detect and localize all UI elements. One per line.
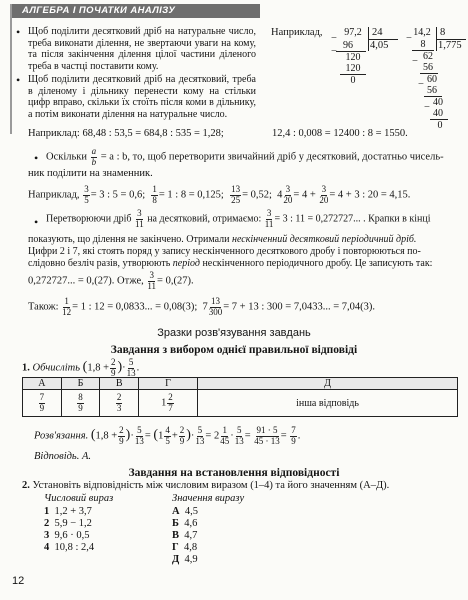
division-step: 40: [433, 97, 443, 108]
task-1: 1. Обчисліть (1,8 + $\frac{2}{9}$ )· $\frac{5}{13}$ .: [22, 357, 140, 378]
division-step: 0: [350, 75, 356, 86]
quotient: 4,05: [370, 40, 389, 51]
choice-c: $\frac{2}{3}$: [100, 390, 139, 417]
answer-choices-table: [22, 377, 458, 417]
expression-list: [44, 506, 94, 554]
choice-e: інша відповідь: [198, 390, 458, 417]
list-item: Г 4,8: [172, 542, 198, 553]
list-item: 2 5,9 − 1,2: [44, 518, 92, 529]
minus-sign: −: [406, 33, 412, 44]
division-step: 62: [423, 51, 433, 62]
dividend: 14,2: [413, 27, 431, 38]
subsection-matching: Завдання на встановлення відповідності: [128, 467, 340, 479]
minus-sign: −: [331, 33, 337, 44]
list-item: 3 9,6 · 0,5: [44, 530, 90, 541]
bullet: •: [16, 73, 21, 87]
list-item: Д 4,9: [172, 554, 198, 565]
division-step: 8: [420, 39, 426, 50]
solution: Розв'язання. (1,8 + $\frac{2}{9}$ )· $\frac{5}{13}$ = (1 $\frac{4}{5}$ + $\frac{2}{9}$ )· $\frac{5}{13}$ = 2 $\frac{1}{45}$ · $\frac{5}{13}$ = $\frac{91 \cdot 5}{45 \cdot 13}$ = $\frac{7}{9}$ .: [34, 425, 301, 446]
choice-header: В: [100, 378, 139, 390]
subsection-single-choice: Завдання з вибором однієї правильної відповіді: [110, 344, 358, 356]
conversion-examples: Наприклад, $\frac{3}{5}$ = 3 : 5 = 0,6; $\frac{1}{8}$ = 1 : 8 = 0,125; $\frac{13}{25}$ = 0,52; 4 $\frac{3}{20}$ = 4 + $\frac{3}{20}$ = 4 + 3 : 20 = 4,15.: [28, 184, 411, 205]
left-margin-rule: [10, 4, 12, 134]
list-item: А 4,5: [172, 506, 198, 517]
divisor: 8: [440, 27, 446, 38]
column-head-expression: Числовий вираз: [44, 493, 114, 504]
periodic-intro: Перетворюючи дріб $\frac{3}{11}$ на десятковий, отримаємо: $\frac{3}{11}$ = 3 : 11 = 0,272727... . Крапки в кінці: [46, 208, 431, 229]
divisor: 24: [372, 27, 383, 38]
bullet: •: [34, 215, 39, 229]
periodic-line3: Цифри 2 і 7, які стоять поряд у запису нескінченного десяткового дробу і повторюються по-: [28, 246, 421, 257]
minus-sign: −: [418, 79, 424, 90]
list-item: 1 1,2 + 3,7: [44, 506, 92, 517]
list-item: В 4,7: [172, 530, 198, 541]
periodic-line4: слідовно безліч разів, утворюють період нескінченного періодичного дробу. Це записують так:: [28, 258, 433, 269]
minus-sign: −: [424, 102, 430, 113]
division-step: 40: [433, 108, 443, 119]
example-label: Наприклад,: [271, 27, 323, 38]
division-step: 0: [437, 120, 443, 131]
periodic-line2: показують, що ділення не закінчено. Отримали нескінченний десятковий періодичний дріб.: [28, 234, 417, 245]
rule-divide-by-decimal: Щоб поділити десятковий дріб на десятковий, треба в діленому і дільнику перенести кому на стільки цифр вправо, скільки їх стоїть після коми в дільнику, а потім виконати ділення на натуральне число.: [28, 74, 256, 120]
bullet: •: [16, 25, 21, 39]
example-decimal-1: Наприклад: 68,48 : 53,5 = 684,8 : 535 = 1,28;: [28, 128, 224, 139]
header-text: АЛГЕБРА І ПОЧАТКИ АНАЛІЗУ: [22, 5, 176, 16]
fraction-rule: Оскільки $\frac{a}{b}$ = a : b, то, щоб перетворити звичайний дріб у десятковий, достатньо чисель-: [46, 146, 444, 167]
dividend: 97,2: [344, 27, 362, 38]
division-step: 56: [427, 85, 437, 96]
periodic-more-examples: Також: $\frac{1}{12}$ = 1 : 12 = 0,0833... = 0,08(3); 7 $\frac{13}{300}$ = 7 + 13 : 300 = 7,0433... = 7,04(3).: [28, 296, 375, 317]
division-step: 56: [423, 62, 433, 73]
bullet: •: [34, 151, 39, 165]
minus-sign: −: [412, 56, 418, 67]
choice-b: $\frac{8}{9}$: [61, 390, 100, 417]
fraction-rule-line2: ник поділити на знаменник.: [28, 168, 153, 179]
list-item: 4 10,8 : 2,4: [44, 542, 95, 553]
list-item: Б 4,6: [172, 518, 198, 529]
answer: Відповідь. А.: [34, 451, 91, 462]
column-head-value: Значення виразу: [172, 493, 245, 504]
running-header: [10, 4, 260, 18]
rule-divide-by-natural: Щоб поділити десятковий дріб на натуральне число, треба виконати ділення, не звертаючи уваги на кому, та після закінчення ділення цілої частини діленого треба в частці поставити кому.: [28, 26, 256, 72]
choice-d: 1 $\frac{2}{7}$: [139, 390, 198, 417]
task-2: 2. Установіть відповідність між числовим виразом (1–4) та його значенням (А–Д).: [22, 480, 390, 491]
choice-header: Д: [198, 378, 458, 390]
division-step: 120: [345, 52, 361, 63]
division-step: 96: [343, 40, 353, 51]
quotient: 1,775: [438, 40, 462, 51]
section-title: Зразки розв'язування завдань: [157, 327, 311, 339]
example-decimal-2: 12,4 : 0,008 = 12400 : 8 = 1550.: [272, 128, 408, 139]
page-number: 12: [12, 575, 25, 587]
division-step: 60: [427, 74, 437, 85]
choice-a: $\frac{7}{9}$: [23, 390, 62, 417]
value-list: [172, 506, 198, 566]
choice-header: Г: [139, 378, 198, 390]
choice-header: Б: [61, 378, 100, 390]
division-step: 120: [345, 63, 361, 74]
choice-header: А: [23, 378, 62, 390]
minus-sign: −: [331, 46, 337, 57]
periodic-notation: 0,272727... = 0,(27). Отже, $\frac{3}{11}$ = 0,(27).: [28, 270, 194, 291]
